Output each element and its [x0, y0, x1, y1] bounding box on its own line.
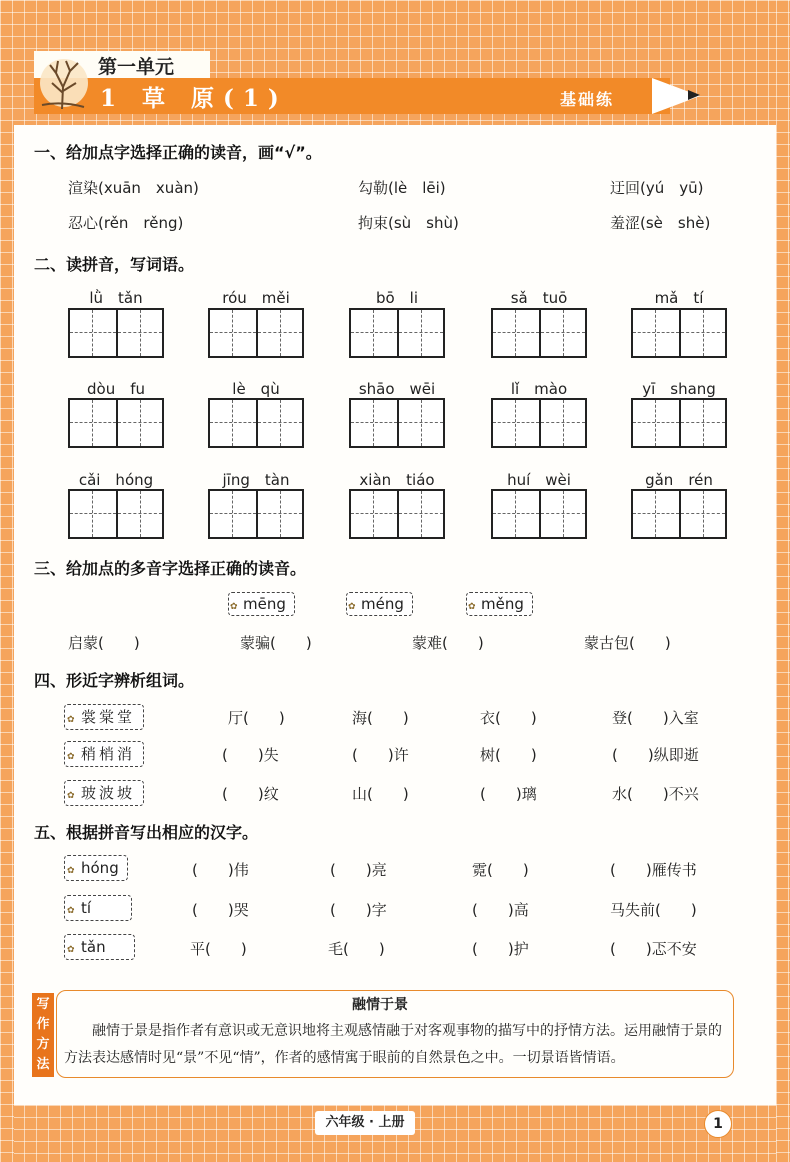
- answer-blank[interactable]: 霓( ): [472, 861, 529, 879]
- writing-box[interactable]: [208, 489, 304, 539]
- answer-blank[interactable]: ( )雁传书: [610, 861, 697, 879]
- pinyin-label: jīng tàn: [222, 471, 290, 489]
- answer-blank[interactable]: ( )字: [330, 901, 387, 919]
- q1-item: 迂回(yú yū): [610, 179, 704, 197]
- writing-box[interactable]: [349, 489, 445, 539]
- writing-box[interactable]: [491, 308, 587, 358]
- pinyin-label: róu měi: [222, 289, 290, 307]
- pinyin-label: dòu fu: [87, 380, 145, 398]
- answer-blank[interactable]: ( )哭: [192, 901, 249, 919]
- tree-icon: [36, 53, 88, 111]
- answer-blank[interactable]: 毛( ): [328, 940, 385, 958]
- pinyin-label: sǎ tuō: [510, 289, 568, 307]
- pinyin-label: lǜ tǎn: [89, 289, 143, 307]
- pinyin-label: mǎ tí: [654, 289, 704, 307]
- writing-box[interactable]: [68, 308, 164, 358]
- answer-blank[interactable]: 蒙古包( ): [584, 634, 671, 652]
- answer-blank[interactable]: 平( ): [190, 940, 247, 958]
- grade-label: 六年级 · 上册: [315, 1111, 415, 1135]
- pinyin-label: lè qù: [232, 380, 280, 398]
- answer-blank[interactable]: ( )纹: [222, 785, 279, 803]
- q2-title: 二、读拼音，写词语。: [34, 255, 195, 274]
- practice-label: 基础练: [560, 90, 615, 109]
- pinyin-tag: ✿ hóng: [64, 855, 128, 881]
- answer-blank[interactable]: 厅( ): [228, 709, 285, 727]
- lesson-title: 1 草 原(1): [100, 85, 288, 112]
- char-group-tag: ✿ 玻波坡: [64, 780, 144, 806]
- pinyin-tag: ✿ méng: [346, 592, 413, 616]
- pinyin-label: gǎn rén: [645, 471, 713, 489]
- q1-item: 拘束(sù shù): [358, 214, 459, 232]
- pinyin-label: shāo wēi: [358, 380, 436, 398]
- page-number: 1: [704, 1110, 732, 1138]
- pinyin-label: xiàn tiáo: [359, 471, 435, 489]
- writing-tip-title: 融情于景: [352, 997, 408, 1013]
- pinyin-label: huí wèi: [507, 471, 571, 489]
- q1-item: 渲染(xuān xuàn): [68, 179, 199, 197]
- writing-box[interactable]: [208, 398, 304, 448]
- answer-blank[interactable]: 蒙难( ): [412, 634, 484, 652]
- answer-blank[interactable]: 启蒙( ): [68, 634, 140, 652]
- answer-blank[interactable]: ( )护: [472, 940, 529, 958]
- pinyin-tag: ✿ mēng: [228, 592, 295, 616]
- q4-title: 四、形近字辨析组词。: [34, 671, 195, 690]
- writing-box[interactable]: [631, 489, 727, 539]
- writing-tip-text: 融情于景是指作者有意识或无意识地将主观感情融于对客观事物的描写中的抒情方法。运用融情于景的方法表达感情时见“景”不见“情”，作者的感情寓于眼前的自然景色之中。一切景语皆情语。: [64, 1023, 722, 1066]
- pinyin-label: lǐ mào: [510, 380, 568, 398]
- answer-blank[interactable]: ( )忑不安: [610, 940, 697, 958]
- answer-blank[interactable]: 衣( ): [480, 709, 537, 727]
- answer-blank[interactable]: 登( )入室: [612, 709, 699, 727]
- answer-blank[interactable]: 山( ): [352, 785, 409, 803]
- pinyin-tag: ✿ tǎn: [64, 934, 135, 960]
- answer-blank[interactable]: ( )亮: [330, 861, 387, 879]
- answer-blank[interactable]: 蒙骗( ): [240, 634, 312, 652]
- unit-title: 第一单元: [98, 56, 175, 78]
- left-grid-band: [0, 0, 14, 1162]
- answer-blank[interactable]: 树( ): [480, 746, 537, 764]
- answer-blank[interactable]: 马失前( ): [610, 901, 697, 919]
- writing-box[interactable]: [68, 489, 164, 539]
- q1-item: 勾勒(lè lēi): [358, 179, 446, 197]
- q1-title: 一、给加点字选择正确的读音，画“√”。: [34, 143, 322, 162]
- pinyin-tag: ✿ tí: [64, 895, 132, 921]
- answer-blank[interactable]: 水( )不兴: [612, 785, 699, 803]
- writing-tip-side-label: 写作方法: [32, 993, 54, 1077]
- writing-box[interactable]: [349, 398, 445, 448]
- q1-item: 忍心(rěn rěng): [68, 214, 184, 232]
- answer-blank[interactable]: ( )许: [352, 746, 409, 764]
- pinyin-tag: ✿ měng: [466, 592, 533, 616]
- answer-blank[interactable]: 海( ): [352, 709, 409, 727]
- answer-blank[interactable]: ( )璃: [480, 785, 537, 803]
- pinyin-label: bō li: [375, 289, 419, 307]
- writing-box[interactable]: [68, 398, 164, 448]
- q1-item: 羞涩(sè shè): [610, 214, 711, 232]
- writing-box[interactable]: [491, 398, 587, 448]
- right-grid-band: [776, 0, 790, 1162]
- q5-title: 五、根据拼音写出相应的汉字。: [34, 823, 259, 842]
- char-group-tag: ✿ 稍梢消: [64, 741, 144, 767]
- writing-box[interactable]: [349, 308, 445, 358]
- q3-title: 三、给加点的多音字选择正确的读音。: [34, 559, 307, 578]
- answer-blank[interactable]: ( )高: [472, 901, 529, 919]
- writing-box[interactable]: [631, 398, 727, 448]
- char-group-tag: ✿ 裳棠堂: [64, 704, 144, 730]
- answer-blank[interactable]: ( )伟: [192, 861, 249, 879]
- answer-blank[interactable]: ( )纵即逝: [612, 746, 699, 764]
- answer-blank[interactable]: ( )失: [222, 746, 279, 764]
- pinyin-label: yī shang: [642, 380, 716, 398]
- pinyin-label: cǎi hóng: [78, 471, 154, 489]
- writing-box[interactable]: [631, 308, 727, 358]
- writing-box[interactable]: [208, 308, 304, 358]
- writing-box[interactable]: [491, 489, 587, 539]
